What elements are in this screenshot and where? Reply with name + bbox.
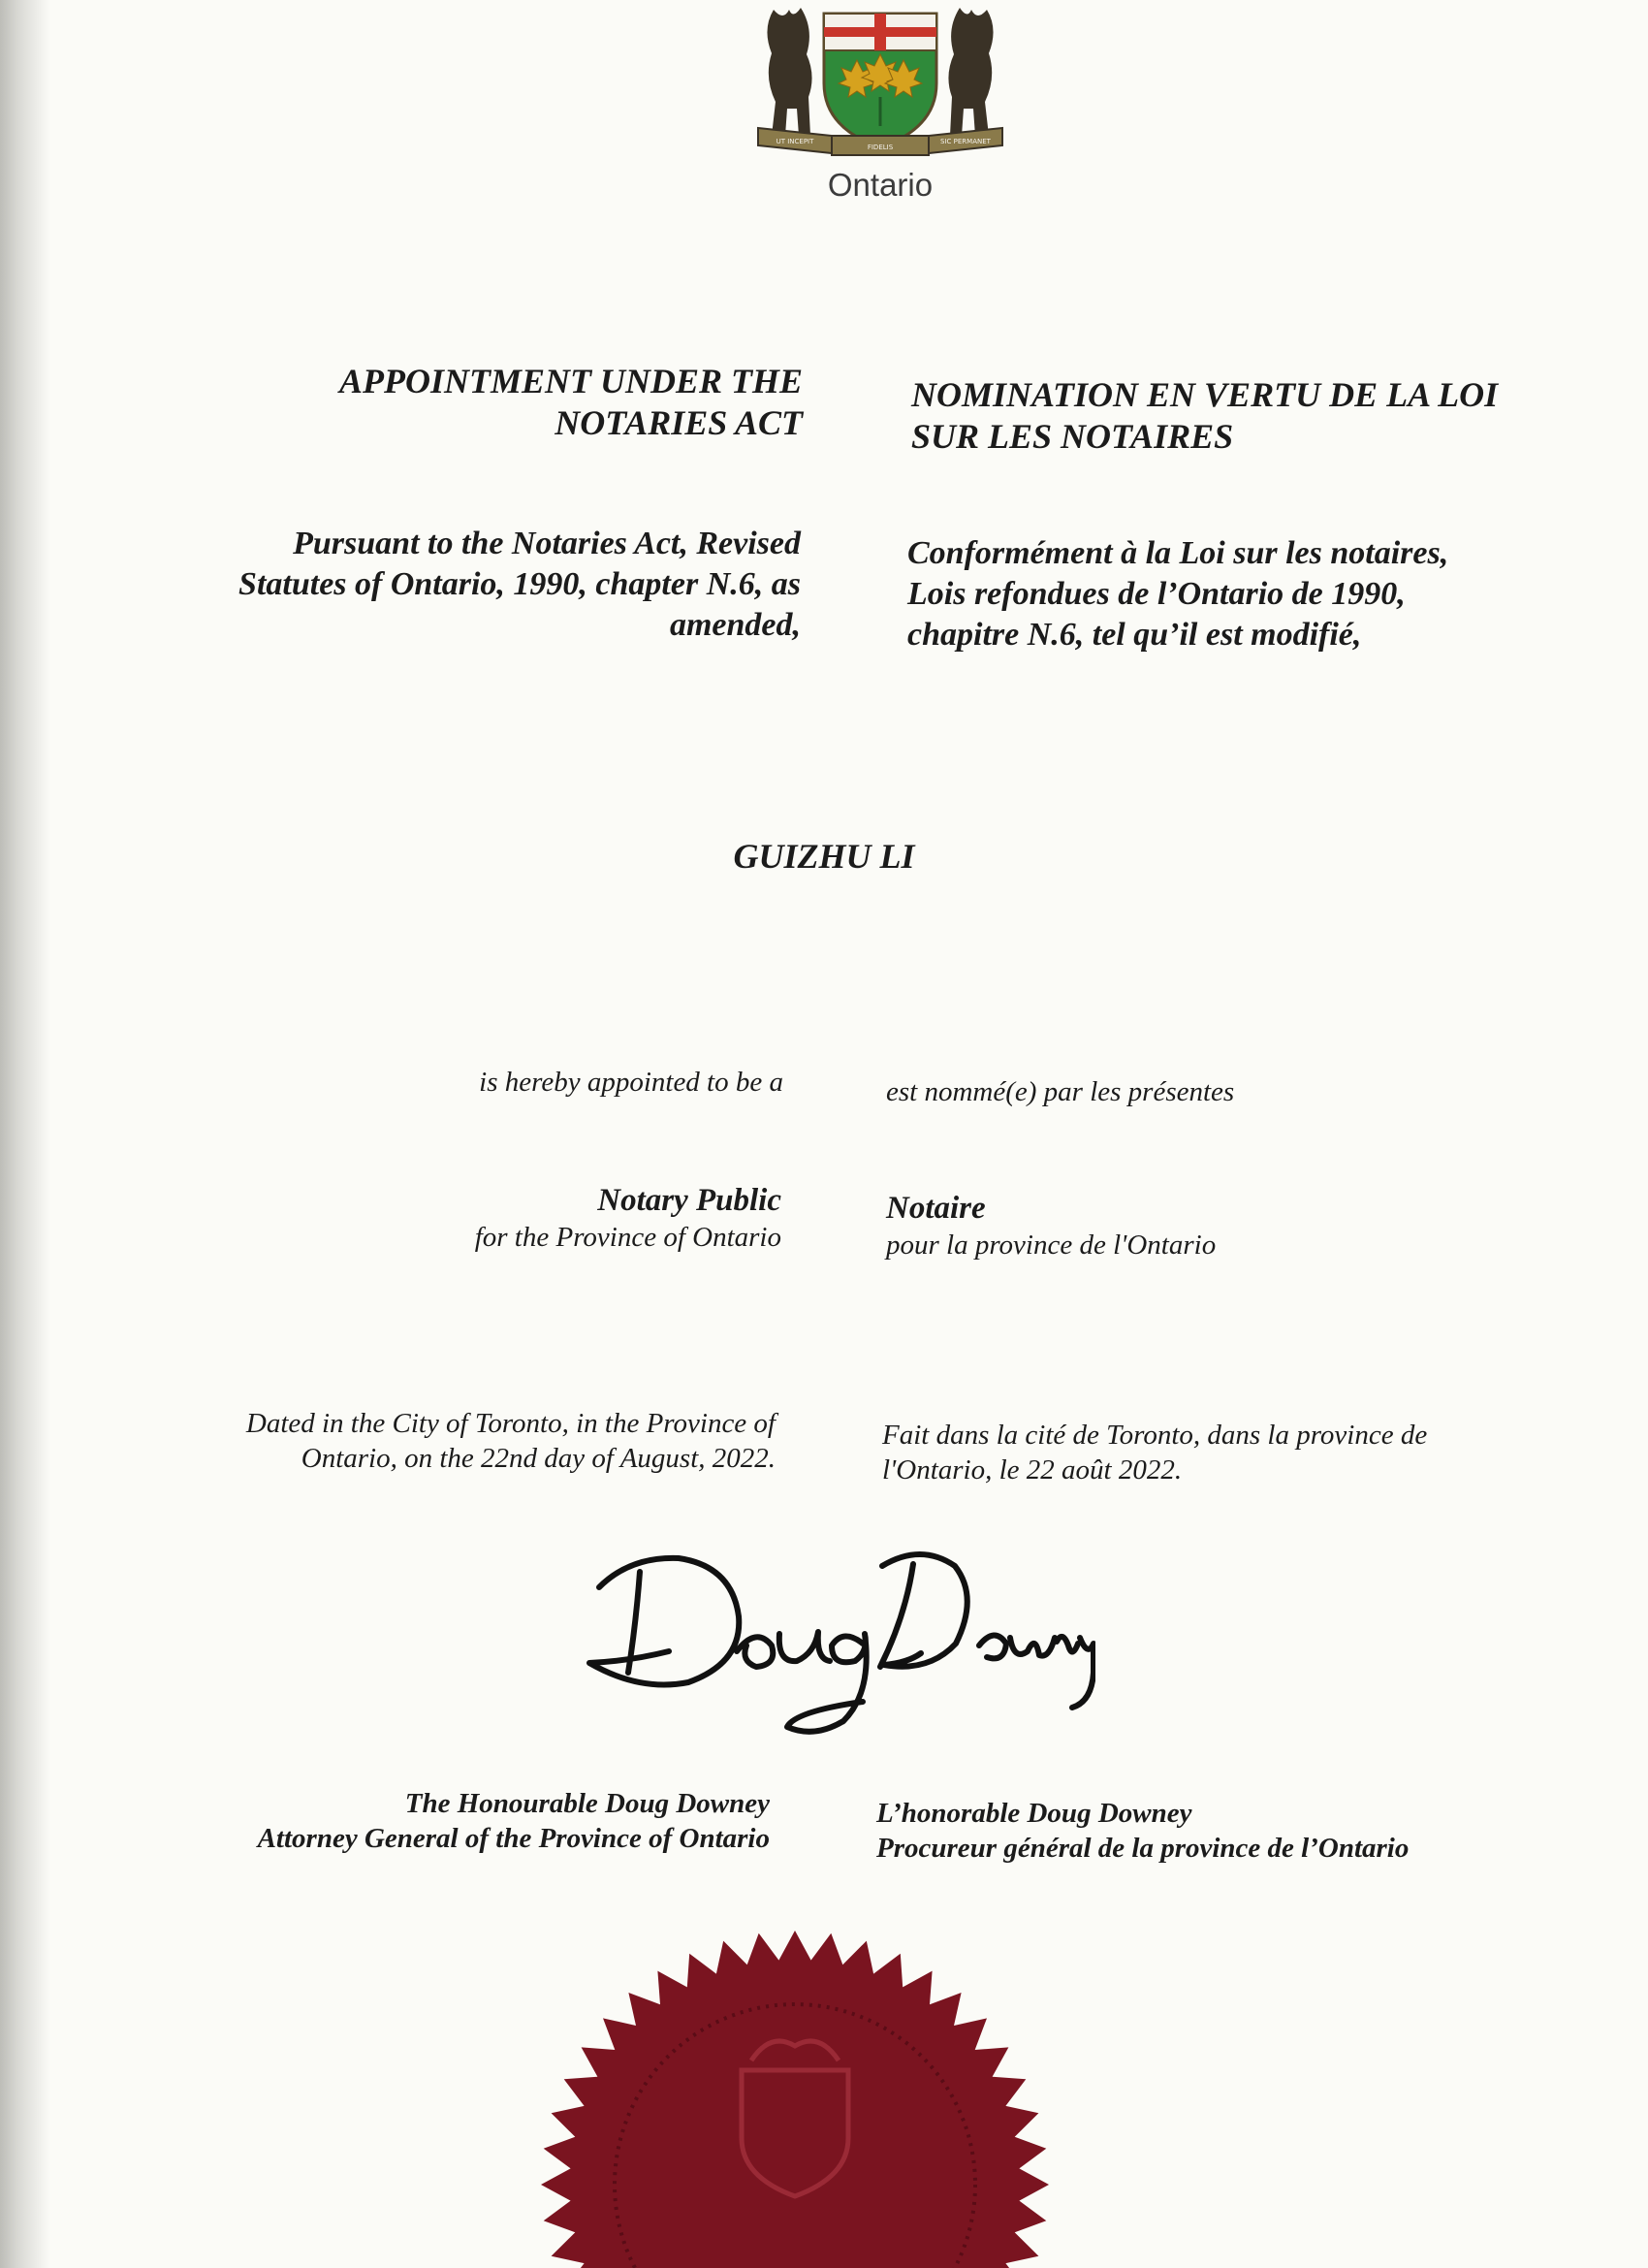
english-signer-title: Attorney General of the Province of Ontario [257, 1823, 770, 1854]
english-pursuant-line: amended, [669, 607, 801, 643]
english-signer-name: The Honourable Doug Downey [404, 1788, 770, 1819]
french-dated-line: l'Ontario, le 22 août 2022. [882, 1454, 1183, 1485]
english-pursuant-line: Pursuant to the Notaries Act, Revised [293, 526, 801, 561]
english-title-line: APPOINTMENT UNDER THE [338, 362, 803, 400]
french-pursuant-line: chapitre N.6, tel qu’il est modifié, [907, 617, 1362, 653]
english-appointed-phrase: is hereby appointed to be a [479, 1067, 783, 1098]
english-title [194, 361, 803, 444]
coat-of-arms-icon [754, 0, 1006, 170]
french-pursuant-clause [907, 533, 1520, 655]
emblem-caption: Ontario [827, 167, 934, 203]
french-signer-title: Procureur général de la province de l’Ontario [876, 1833, 1410, 1864]
english-office-title: Notary Public [597, 1183, 781, 1218]
english-pursuant-clause [136, 524, 801, 646]
ontario-coat-of-arms [754, 0, 1006, 208]
french-title-line: NOMINATION EN VERTU DE LA LOI [911, 375, 1499, 414]
french-office-scope: pour la province de l'Ontario [886, 1230, 1217, 1261]
embossed-red-seal [538, 1925, 1052, 2268]
appointee-name: GUIZHU LI [733, 837, 915, 876]
english-signer-block [136, 1786, 770, 1856]
french-pursuant-line: Lois refondues de l’Ontario de 1990, [907, 576, 1406, 612]
french-signer-block [876, 1796, 1613, 1866]
english-pursuant-line: Statutes of Ontario, 1990, chapter N.6, as [238, 566, 801, 602]
french-dated-clause [882, 1418, 1561, 1487]
motto-center: FIDELIS [867, 144, 894, 151]
english-title-line: NOTARIES ACT [555, 403, 803, 442]
english-dated-line: Dated in the City of Toronto, in the Province of [245, 1408, 776, 1439]
english-office-scope: for the Province of Ontario [474, 1222, 781, 1253]
french-signer-name: L’honorable Doug Downey [876, 1798, 1192, 1829]
french-office-title: Notaire [886, 1191, 986, 1226]
french-office [886, 1189, 1468, 1262]
english-dated-line: Ontario, on the 22nd day of August, 2022. [301, 1443, 776, 1474]
french-title [911, 374, 1590, 458]
french-appointed-phrase: est nommé(e) par les présentes [886, 1076, 1235, 1107]
motto-left: UT INCEPIT [776, 138, 814, 145]
motto-right: SIC PERMANET [940, 138, 991, 145]
french-dated-line: Fait dans la cité de Toronto, dans la province de [882, 1420, 1428, 1451]
french-pursuant-line: Conformément à la Loi sur les notaires, [907, 535, 1449, 571]
english-office [291, 1181, 781, 1255]
french-title-line: SUR LES NOTAIRES [911, 417, 1234, 456]
english-dated-clause [136, 1406, 776, 1476]
handwritten-signature [572, 1537, 1095, 1745]
paper-edge-shadow [0, 0, 50, 2268]
